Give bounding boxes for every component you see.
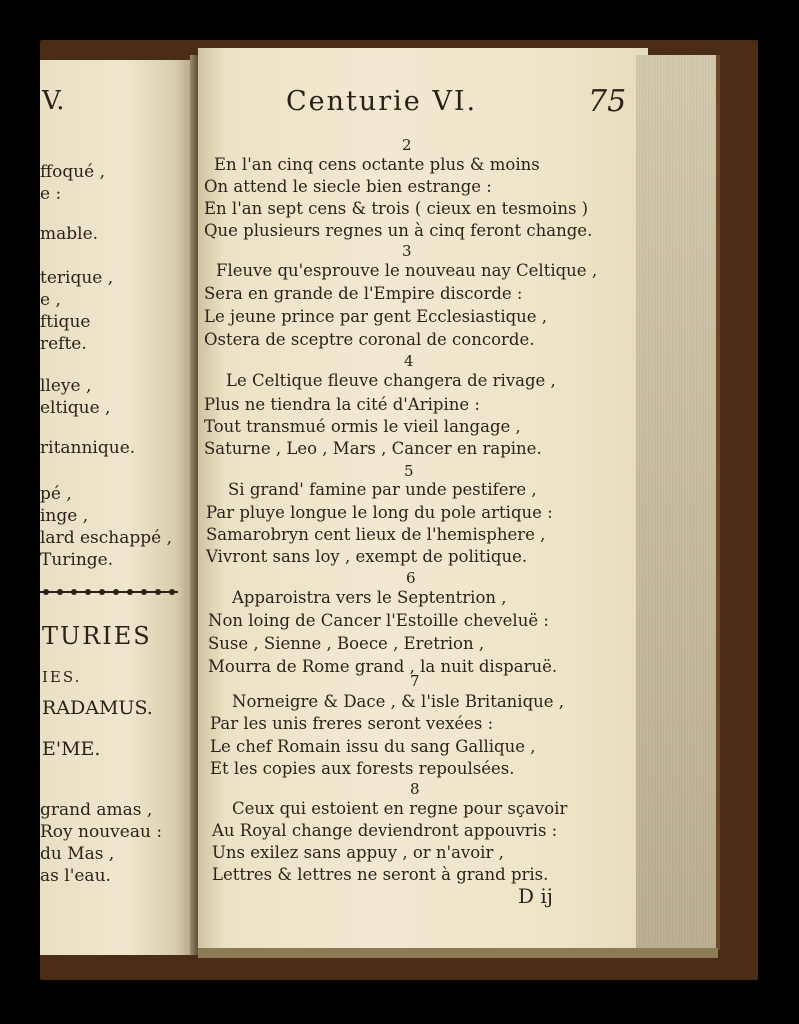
verse-line: Uns exilez sans appuy , or n'avoir , (212, 843, 504, 862)
quatrain-number: 6 (406, 569, 416, 587)
verse-line: Au Royal change deviendront appouvris : (212, 821, 558, 840)
verse-line: Par pluye longue le long du pole artique : (206, 503, 553, 522)
verse-line: En l'an sept cens & trois ( cieux en tesmoins ) (204, 199, 589, 218)
verse-line: En l'an cinq cens octante plus & moins (214, 155, 540, 174)
quatrain-number: 5 (404, 462, 414, 480)
ornament-divider (40, 586, 178, 598)
verse-line: Fleuve qu'esprouve le nouveau nay Celtique , (216, 261, 598, 280)
left-line: pé , (40, 484, 72, 504)
quatrain-number: 4 (404, 352, 414, 370)
left-line: ritannique. (40, 438, 136, 458)
verse-line: Saturne , Leo , Mars , Cancer en rapine. (204, 439, 542, 458)
left-running-head: V. (42, 86, 65, 116)
quatrain-number: 2 (402, 136, 412, 154)
left-line: lleye , (40, 376, 92, 396)
page-edges (636, 55, 720, 950)
left-line: ftique (40, 312, 91, 332)
verse-line: Lettres & lettres ne seront à grand pris. (212, 865, 549, 884)
left-line: Turinge. (40, 550, 114, 570)
left-heading: IES. (42, 668, 82, 686)
verse-line: Non loing de Cancer l'Estoille cheveluë : (208, 611, 549, 630)
left-line: e : (40, 184, 62, 204)
quatrain-number: 7 (410, 672, 420, 690)
quatrain-number: 3 (402, 242, 412, 260)
verse-line: Ceux qui estoient en regne pour sçavoir (232, 799, 568, 818)
verse-line: Si grand' famine par unde pestifere , (228, 480, 537, 499)
verse-line: On attend le siecle bien estrange : (204, 177, 492, 196)
verse-line: Plus ne tiendra la cité d'Aripine : (204, 395, 480, 414)
verse-line: Par les unis freres seront vexées : (210, 714, 494, 733)
running-head: Centurie VI. (286, 86, 478, 117)
left-line: eltique , (40, 398, 111, 418)
verse-line: Vivront sans loy , exempt de politique. (206, 547, 528, 566)
verse-line: Le chef Romain issu du sang Gallique , (210, 737, 536, 756)
left-heading: RADAMUS. (42, 697, 153, 719)
left-line: grand amas , (40, 800, 153, 820)
left-line: du Mas , (40, 844, 115, 864)
verse-line: Samarobryn cent lieux de l'hemisphere , (206, 525, 546, 544)
verse-line: Sera en grande de l'Empire discorde : (204, 284, 523, 303)
left-line: ffoqué , (40, 162, 106, 182)
verse-line: Apparoistra vers le Septentrion , (232, 588, 507, 607)
left-line: lard eschappé , (40, 528, 173, 548)
left-heading: TURIES (42, 622, 152, 650)
verse-line: Et les copies aux forests repoulsées. (210, 759, 515, 778)
verse-line: Que plusieurs regnes un à cinq feront change. (204, 221, 593, 240)
page-number: 75 (588, 84, 627, 119)
left-line: Roy nouveau : (40, 822, 163, 842)
verse-line: Suse , Sienne , Boece , Eretrion , (208, 634, 485, 653)
left-heading: E'ME. (42, 738, 101, 760)
signature-mark: D ij (518, 884, 553, 908)
verse-line: Tout transmué ormis le vieil langage , (204, 417, 521, 436)
left-line: terique , (40, 268, 114, 288)
bottom-page-edge (198, 948, 718, 958)
verse-line: Mourra de Rome grand , la nuit disparuë. (208, 657, 558, 676)
left-line: as l'eau. (40, 866, 111, 886)
quatrain-number: 8 (410, 780, 420, 798)
verse-line: Norneigre & Dace , & l'isle Britanique , (232, 692, 565, 711)
left-line: inge , (40, 506, 89, 526)
verse-line: Le Celtique fleuve changera de rivage , (226, 371, 556, 390)
left-line: refte. (40, 334, 87, 354)
verse-line: Ostera de sceptre coronal de concorde. (204, 330, 535, 349)
left-line: e , (40, 290, 61, 310)
left-line: mable. (40, 224, 99, 244)
verse-line: Le jeune prince par gent Ecclesiastique , (204, 307, 548, 326)
